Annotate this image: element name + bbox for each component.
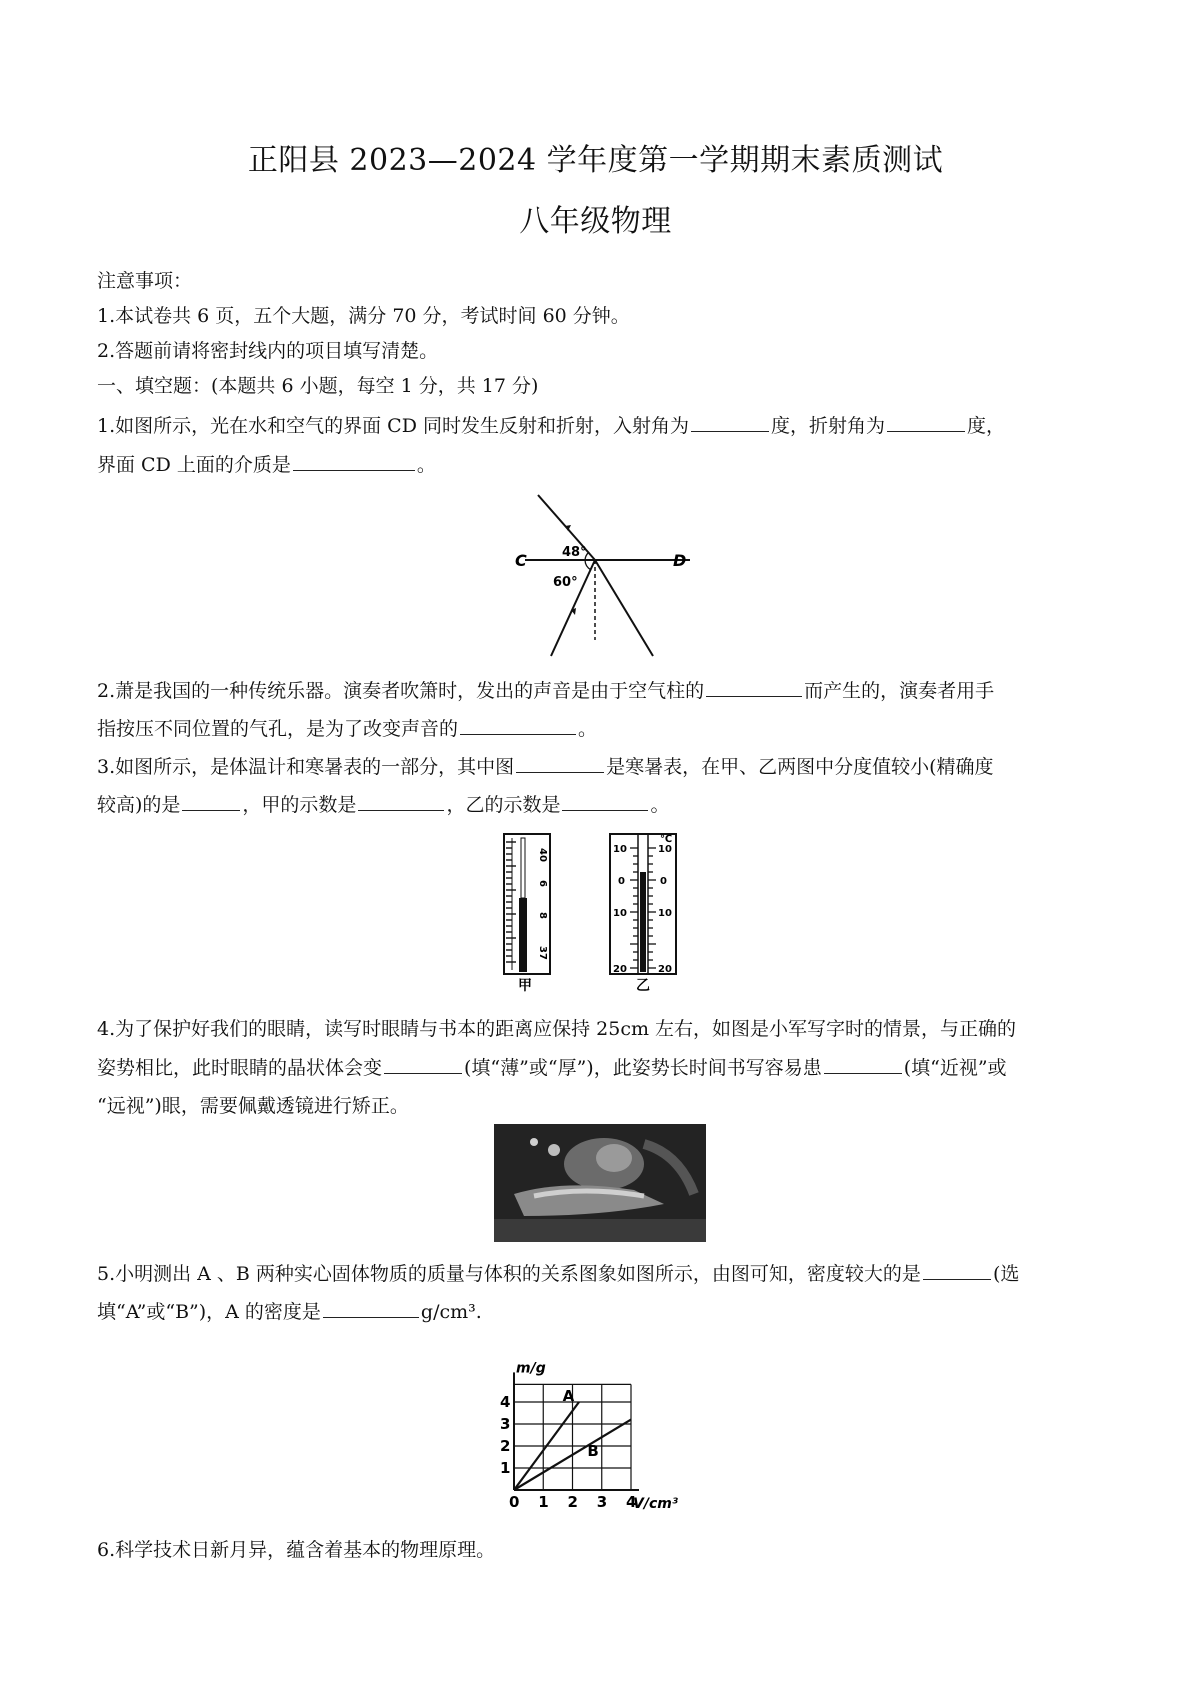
q1-line1: 1.如图所示，光在水和空气的界面 CD 同时发生反射和折射，入射角为 度，折射角为 度， <box>97 415 1006 437</box>
x-tick-label: 1 <box>538 1493 549 1510</box>
label-c: C <box>515 551 527 570</box>
q2-blank-pitch[interactable] <box>460 716 576 735</box>
series-label-a: A <box>562 1386 575 1405</box>
q1-blank-incidence-angle[interactable] <box>691 413 769 432</box>
x-axis-label: V/cm³ <box>633 1496 678 1510</box>
yi-left-tick-10-bottom: 10 <box>613 908 627 919</box>
yi-right-tick-0: 0 <box>660 876 667 887</box>
q6-line1: 6.科学技术日新月异，蕴含着基本的物理原理。 <box>97 1539 496 1561</box>
yi-unit-celsius: ℃ <box>660 834 673 845</box>
jia-tick-8: 8 <box>537 912 548 919</box>
q3-line2: 较高)的是 ，甲的示数是 ，乙的示数是 。 <box>97 794 670 816</box>
notes-item-2: 2.答题前请将密封线内的项目填写清楚。 <box>97 340 439 362</box>
q2-line1: 2.萧是我国的一种传统乐器。演奏者吹箫时，发出的声音是由于空气柱的 而产生的，演奏者用手 <box>97 680 995 702</box>
q3-blank-precision[interactable] <box>182 792 240 811</box>
q1-blank-refraction-angle[interactable] <box>887 413 965 432</box>
q4-blank-eye-condition[interactable] <box>824 1055 902 1074</box>
y-tick-label: 1 <box>500 1459 511 1477</box>
q2-line2: 指按压不同位置的气孔，是为了改变声音的 。 <box>97 718 598 740</box>
q3-blank-which-figure[interactable] <box>516 754 604 773</box>
angle-60: 60° <box>553 575 578 590</box>
q5-line2: 填“A”或“B”)，A 的密度是 g/cm³. <box>97 1301 482 1323</box>
q3-line1: 3.如图所示，是体温计和寒暑表的一部分，其中图 是寒暑表，在甲、乙两图中分度值较小(精确度 <box>97 756 994 778</box>
q3-thermometer-figure <box>490 828 710 998</box>
series-label-b: B <box>587 1441 599 1460</box>
yi-left-tick-20: 20 <box>613 964 627 975</box>
label-yi: 乙 <box>636 978 650 994</box>
yi-left-tick-0: 0 <box>618 876 625 887</box>
chart-axes <box>514 1372 639 1490</box>
thermometer-jia <box>504 834 550 994</box>
q1-refraction-figure <box>505 490 695 660</box>
section1-heading: 一、填空题：(本题共 6 小题，每空 1 分，共 17 分) <box>97 375 539 397</box>
reflected-ray <box>595 560 653 656</box>
yi-right-tick-10-bottom: 10 <box>658 908 672 919</box>
q4-writing-photo <box>494 1124 706 1242</box>
q1-blank-medium[interactable] <box>293 452 415 471</box>
q4-line2: 姿势相比，此时眼睛的晶状体会变 (填“薄”或“厚”)，此姿势长时间书写容易患 (填“近视”或 <box>97 1057 1007 1079</box>
notes-item-1: 1.本试卷共 6 页，五个大题，满分 70 分，考试时间 60 分钟。 <box>97 305 630 327</box>
jia-tick-37: 37 <box>537 946 548 960</box>
yi-right-tick-20: 20 <box>658 964 672 975</box>
thermometer-yi <box>610 834 676 994</box>
notes-heading: 注意事项： <box>97 270 193 292</box>
exam-subtitle: 八年级物理 <box>519 204 672 239</box>
q4-blank-lens-shape[interactable] <box>384 1055 462 1074</box>
jia-tick-6: 6 <box>537 880 548 887</box>
label-d: D <box>673 551 687 570</box>
exam-title: 正阳县 2023—2024 学年度第一学期期末素质测试 <box>247 143 944 178</box>
writing-scene-image <box>494 1124 706 1242</box>
q5-line1: 5.小明测出 A 、B 两种实心固体物质的质量与体积的关系图象如图所示，由图可知，密度较大的是 (选 <box>97 1263 1020 1285</box>
angle-48: 48° <box>562 545 587 560</box>
y-tick-label: 3 <box>500 1415 511 1433</box>
q3-blank-yi-reading[interactable] <box>562 792 648 811</box>
q5-blank-denser[interactable] <box>923 1261 991 1280</box>
chart-labels <box>500 1360 678 1510</box>
q4-line3: “远视”)眼，需要佩戴透镜进行矫正。 <box>97 1095 409 1117</box>
q5-blank-density-a[interactable] <box>323 1299 419 1318</box>
x-tick-label: 2 <box>567 1493 578 1510</box>
q1-line2: 界面 CD 上面的介质是 。 <box>97 454 436 476</box>
y-tick-label: 4 <box>500 1393 511 1411</box>
yi-right-tick-10-top: 10 <box>658 844 672 855</box>
label-jia: 甲 <box>518 978 532 994</box>
yi-left-tick-10-top: 10 <box>613 844 627 855</box>
q4-line1: 4.为了保护好我们的眼睛，读写时眼睛与书本的距离应保持 25cm 左右，如图是小军写字时的情景，与正确的 <box>97 1018 1017 1040</box>
y-tick-label: 2 <box>500 1437 511 1455</box>
x-tick-label: 0 <box>509 1493 520 1510</box>
q3-blank-jia-reading[interactable] <box>358 792 444 811</box>
y-axis-label: m/g <box>516 1360 546 1377</box>
q5-mass-volume-chart <box>478 1330 728 1510</box>
jia-tick-40: 40 <box>537 848 548 862</box>
x-tick-label: 4 <box>626 1493 637 1510</box>
x-tick-label: 3 <box>596 1493 608 1510</box>
q2-blank-vibration[interactable] <box>706 678 802 697</box>
